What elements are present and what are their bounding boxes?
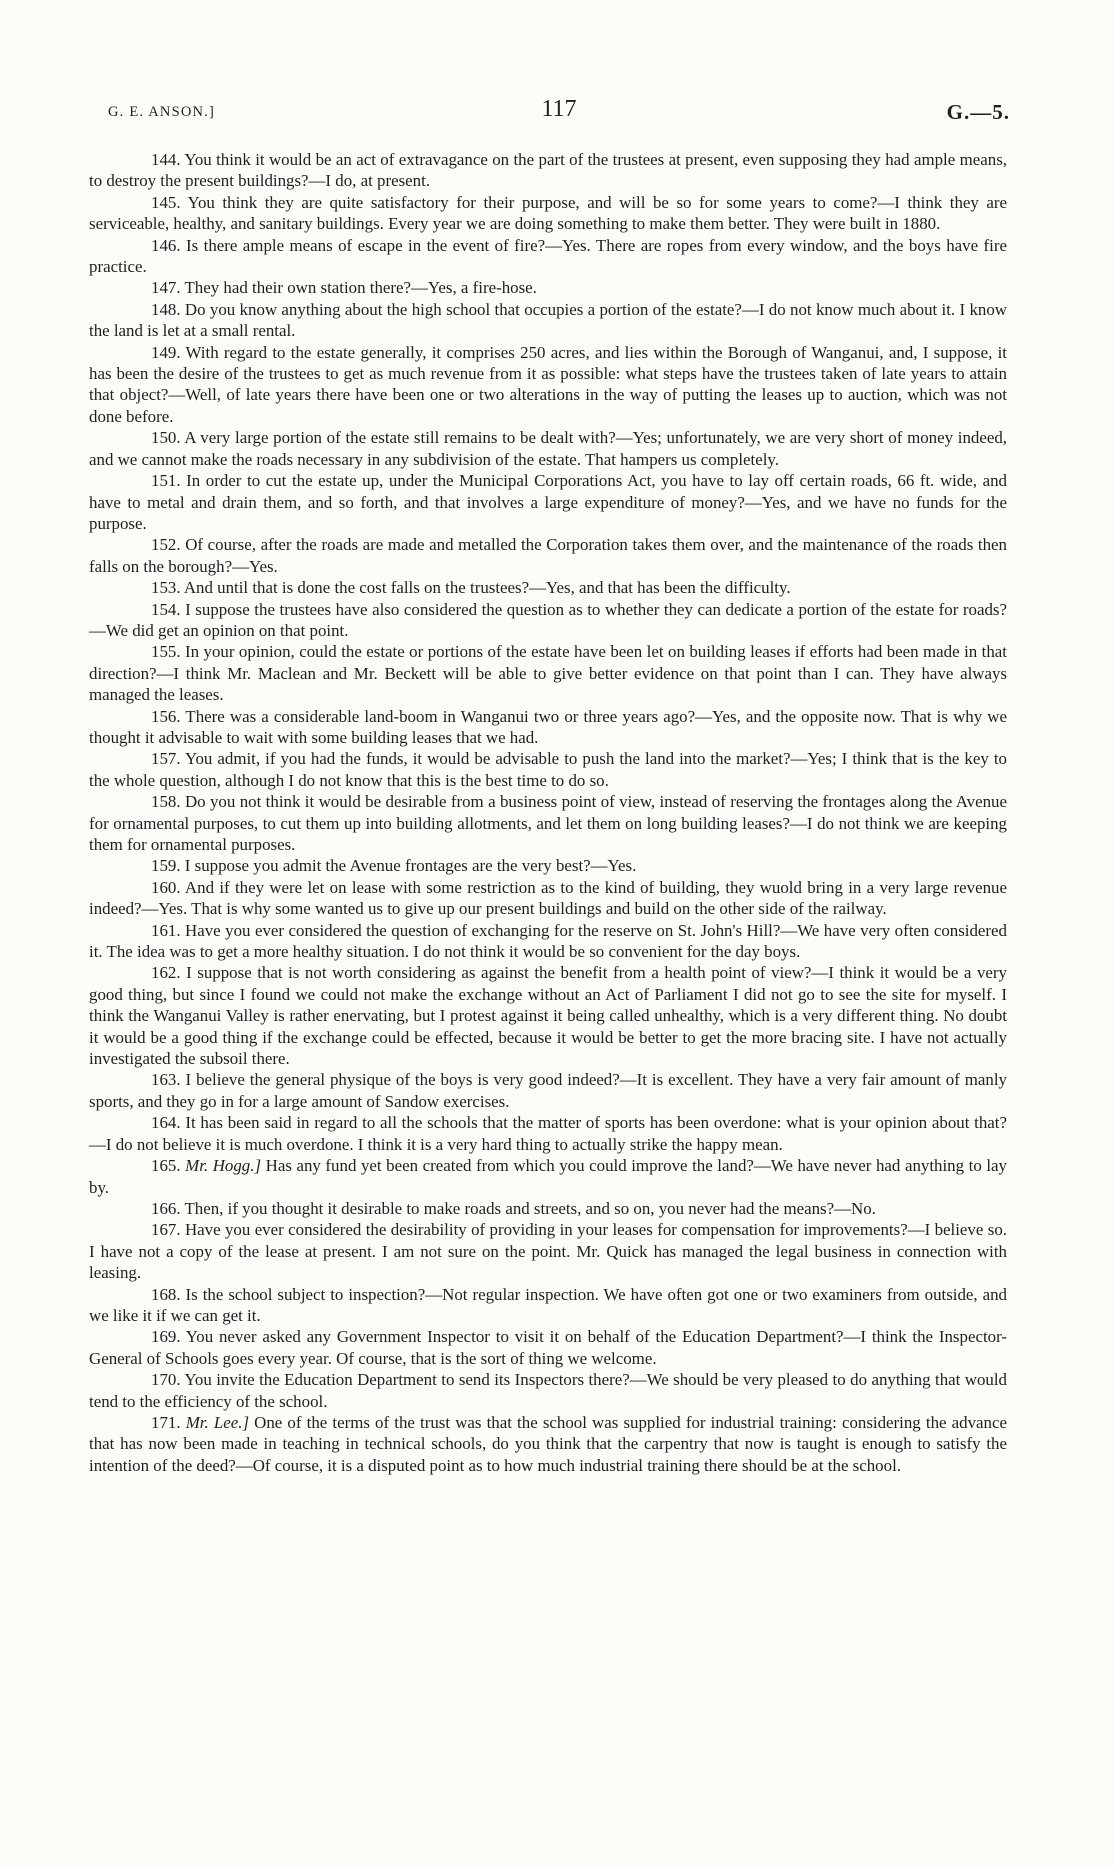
question-169: 169. You never asked any Government Inspector to visit it on behalf of the Education Department?—I think the Inspector-General of Schools goes every year. Of course, that is the sort of thing we welcome. [89,1327,1007,1368]
question-165: 165. Mr. Hogg.] Has any fund yet been created from which you could improve the land?—We have never had anything to lay by. [89,1156,1007,1197]
question-171: 171. Mr. Lee.] One of the terms of the trust was that the school was supplied for industrial training: considering the advance that has now been made in teaching in technical schools, do you think that the carpentry that now is taught is enough to satisfy the intention of the deed?—Of course, it is a disputed point as to how much industrial training there should be at the school. [89,1412,1007,1475]
question-159: 159. I suppose you admit the Avenue frontages are the very best?—Yes. [151,856,637,876]
page-number: 117 [541,96,577,122]
question-167: 167. Have you ever considered the desirability of providing in your leases for compensation for improvements?—I believe so. I have not a copy of the lease at present. I am not sure on the point. Mr. Quick has managed the legal business in connection with leasing. [89,1220,1007,1283]
question-166: 166. Then, if you thought it desirable to make roads and streets, and so on, you never had the means?—No. [151,1198,876,1218]
page-header [108,98,1010,128]
question-145: 145. You think they are quite satisfactory for their purpose, and will be so for some years to come?—I think they are serviceable, healthy, and sanitary buildings. Every year we are doing something to make them better. They were built in 1880. [89,192,1007,234]
question-number: 165. [151,1156,181,1176]
question-147: 147. They had their own station there?—Yes, a fire-hose. [151,278,537,298]
question-168: 168. Is the school subject to inspection?—Not regular inspection. We have often got one or two examiners from outside, and we like it if we can get it. [89,1284,1007,1325]
question-152: 152. Of course, after the roads are made and metalled the Corporation takes them over, and the maintenance of the roads then falls on the borough?—Yes. [89,535,1007,576]
speaker-label: Mr. Lee.] [185,1412,250,1432]
question-144: 144. You think it would be an act of extravagance on the part of the trustees at present, even supposing they had ample means, to destroy the present buildings?—I do, at present. [89,150,1007,191]
question-161: 161. Have you ever considered the question of exchanging for the reserve on St. John's Hill?—We have very often considered it. The idea was to get a more healthy situation. I do not think it would be so convenient for the day boys. [89,920,1007,962]
evidence-body [89,149,1007,1476]
header-witness-name: G. E. ANSON.] [108,104,216,120]
question-158: 158. Do you not think it would be desirable from a business point of view, instead of reserving the frontages along the Avenue for ornamental purposes, to cut them up into building allotments, and let them on long building leases?—I do not think we are keeping them for ornamental purposes. [89,792,1007,854]
question-150: 150. A very large portion of the estate still remains to be dealt with?—Yes; unfortunately, we are very short of money indeed, and we cannot make the roads necessary in any subdivision of the estate. That hampers us completely. [89,428,1007,469]
question-157: 157. You admit, if you had the funds, it would be advisable to push the land into the market?—Yes; I think that is the key to the whole question, although I do not know that this is the best time to do so. [89,749,1007,790]
question-160: 160. And if they were let on lease with some restriction as to the kind of building, they wuold bring in a very large revenue indeed?—Yes. That is why some wanted us to give up our present buildings and build on the other side of the railway. [89,877,1007,919]
question-163: 163. I believe the general physique of the boys is very good indeed?—It is excellent. They have a very fair amount of manly sports, and they go in for a large amount of Sandow exercises. [89,1070,1007,1111]
question-154: 154. I suppose the trustees have also considered the question as to whether they can dedicate a portion of the estate for roads?—We did get an opinion on that point. [89,599,1007,640]
question-153: 153. And until that is done the cost falls on the trustees?—Yes, and that has been the difficulty. [151,578,791,598]
question-151: 151. In order to cut the estate up, under the Municipal Corporations Act, you have to lay off certain roads, 66 ft. wide, and have to metal and drain them, and so forth, and that involves a large expenditure of money?—Yes, and we have no funds for the purpose. [89,471,1007,533]
question-149: 149. With regard to the estate generally, it comprises 250 acres, and lies within the Borough of Wanganui, and, I suppose, it has been the desire of the trustees to get as much revenue from it as possible: what steps have the trustees taken of late years to attain that object?—Well, of late years there have been one or two alterations in the way of putting the leases up to auction, which was not done before. [89,342,1007,426]
question-162: 162. I suppose that is not worth considering as against the benefit from a health point of view?—I think it would be a very good thing, but since I found we could not make the exchange without an Act of Parliament I did not go to see the site for myself. I think the Wanganui Valley is rather enervating, but I protest against it being called unhealthy, which is a very different thing. No doubt it would be a good thing if the exchange could be effected, because it would be better to get the more bracing site. I have not actually investigated the subsoil there. [89,963,1007,1069]
speaker-label: Mr. Hogg.] [185,1156,262,1176]
question-146: 146. Is there ample means of escape in the event of fire?—Yes. There are ropes from every window, and the boys have fire practice. [89,235,1007,277]
question-148: 148. Do you know anything about the high school that occupies a portion of the estate?—I do not know much about it. I know the land is let at a small rental. [89,299,1007,341]
question-155: 155. In your opinion, could the estate or portions of the estate have been let on building leases if efforts had been made in that direction?—I think Mr. Maclean and Mr. Beckett will be able to give better evidence on that point than I can. They have always managed the leases. [89,642,1007,705]
question-164: 164. It has been said in regard to all the schools that the matter of sports has been overdone: what is your opinion about that?—I do not believe it is much overdone. I think it is a very hard thing to actually strike the happy mean. [89,1113,1007,1154]
question-170: 170. You invite the Education Department to send its Inspectors there?—We should be very pleased to do anything that would tend to the efficiency of the school. [89,1370,1007,1411]
paper-reference: G.—5. [946,100,1010,124]
question-156: 156. There was a considerable land-boom in Wanganui two or three years ago?—Yes, and the opposite now. That is why we thought it advisable to wait with some building leases that we had. [89,706,1007,747]
question-number: 171. [151,1412,181,1432]
